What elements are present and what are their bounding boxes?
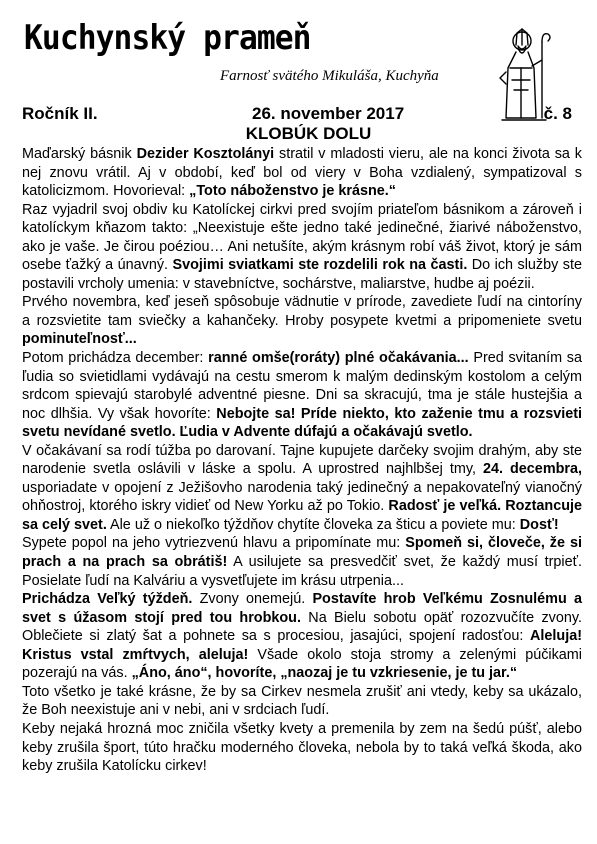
article-body [22,145,582,776]
emphasized-text: Svojimi sviatkami ste rozdelili rok na časti. [172,257,468,274]
emphasized-text: 24. decembra, [482,461,583,478]
emphasized-text: Postavíte hrob Veľkému Zosnulému a svet s úžasom stojí pred tou hrobkou. [22,591,582,626]
parish-subtitle: Farnosť svätého Mikuláša, Kuchyňa [220,68,439,84]
paragraph-text: Maďarský básnik [22,146,137,162]
issue-date: 26. november 2017 [252,104,405,123]
article-paragraph [22,201,582,294]
emphasized-text: pominuteľnosť... [22,331,137,348]
emphasized-text: „Toto náboženstvo je krásne.“ [189,183,396,200]
emphasized-text: Radosť je veľká. Roztancuje sa celý svet. [22,498,583,533]
article-paragraph [22,349,582,442]
article-paragraph [22,720,582,776]
article-paragraph [22,145,582,201]
paragraph-text: Keby nejaká hrozná moc zničila všetky kvety a premenila by zem na šedú púšť, alebo keby zrušila šport, túto hračku moderného človeka, nebola by to taká veľká škoda, ako keby zrušila Katolícku cirkev! [22,720,582,775]
paragraph-text: stratil v mladosti vieru, ale na konci života sa k nej znovu vrátil. Aj v období, keď bol od viery v Boha vzdialený, sympatizoval s katolicizmom. Hovorieval: [22,146,582,200]
emphasized-text: ranné omše(roráty) plné očakávania... [208,350,469,367]
paragraph-text: Raz vyjadril svoj obdiv ku Katolíckej cirkvi pred svojím priateľom básnikom a zároveň i katolíckym kňazom takto: „Neexistuje ešte jedno také jedinečné, žiarivé náboženstvo, ako je vaše. Je čirou poéziou… Ani netušíte, akým krásnym robí váš život, ktorý je sám osebe ťažký a únavný. [22,201,582,274]
article-paragraph [22,293,582,349]
issue-volume: Ročník II. [22,104,98,123]
emphasized-text: Prichádza Veľký týždeň. [22,591,193,608]
issue-info-line [22,104,578,124]
paragraph-text: Sypete popol na jeho vytriezvenú hlavu a pripomínate mu: [22,535,406,552]
article-paragraph [22,683,582,720]
emphasized-text: Nebojte sa! Príde niekto, kto zaženie tmu a rozsvieti svetu nevídané svetlo. Ľudia v Advente dúfajú a očakávajú svetlo. [22,405,583,441]
paragraph-text: Pred svitaním sa ľudia so svietidlami vydávajú na cestu smerom k malým dedinským kostolom a celým srdcom spievajú starobylé adventné piesne. Dni sa skracujú, tma je stále hustejšia a noc dlhšia. Vy však hovoríte: [22,350,582,422]
paragraph-text: Prvého novembra, keď jeseň spôsobuje vädnutie v prírode, zavediete ľudí na cintoríny a rozsvietite tam sviečky a kahančeky. Hroby posypete kvetmi a pripomeniete svetu [22,294,582,329]
paragraph-text: Na Bielu sobotu opäť rozozvučíte zvony. Oblečiete si zlatý šat a pohnete sa s procesiou, jasajúci, spojení radosťou: [22,609,582,645]
paragraph-text: usporiadate v opojení z Ježišovho narodenia taký jedinečný a nepakovateľný vianočný ohňostroj, ktorého iskry vidieť od New Yorku až po Tokio. [22,479,582,515]
emphasized-text: Aleluja! Kristus vstal zmŕtvych, aleluja! [22,628,582,663]
emphasized-text: Dezider Kosztolányi [136,146,275,162]
article-title: KLOBÚK DOLU [245,124,372,143]
emphasized-text: Spomeň si, človeče, že si prach a na prach sa obrátiš! [22,535,582,571]
paragraph-text: Do ich služby ste postavili vrcholy umenia: v stavebníctve, sochárstve, maliarstve, hudbe aj poézii. [22,257,582,292]
emphasized-text: Dosť! [519,516,559,533]
paragraph-text: Zvony onemejú. [192,591,313,608]
paragraph-text: Všade okolo stoja stromy a zelenými púčikami pozerajú na vás. [22,646,582,682]
newsletter-title: Kuchynský prameň [24,18,311,58]
article-paragraph [22,442,582,535]
paragraph-text: V očakávaní sa rodí túžba po darovaní. Tajne kupujete darčeky svojim drahým, aby ste narodenie svetla oslávili v láske a spolu. A uprostred najhlbšej tmy, [22,442,582,478]
paragraph-text: Potom prichádza december: [22,350,209,367]
emphasized-text: „Áno, áno“, hovoríte, „naozaj je tu vzkriesenie, je tu jar.“ [131,665,518,682]
masthead [24,18,564,84]
issue-number: č. 8 [543,104,572,123]
paragraph-text: A usilujete sa presvedčiť svet, že každý musí trpieť. Posielate ľudí na Kalváriu a vysvetľujete im krásu utrpenia... [22,554,582,589]
paragraph-text: Toto všetko je také krásne, že by sa Cirkev nesmela zrušiť ani vtedy, keby sa ukázalo, že Boh neexistuje ani v nebi, ani v srdciach ľudí. [22,683,582,719]
paragraph-text: Ale už o niekoľko týždňov chytíte človeka za šticu a poviete mu: [106,516,520,533]
article-paragraph [22,534,582,590]
article-paragraph [22,590,582,683]
